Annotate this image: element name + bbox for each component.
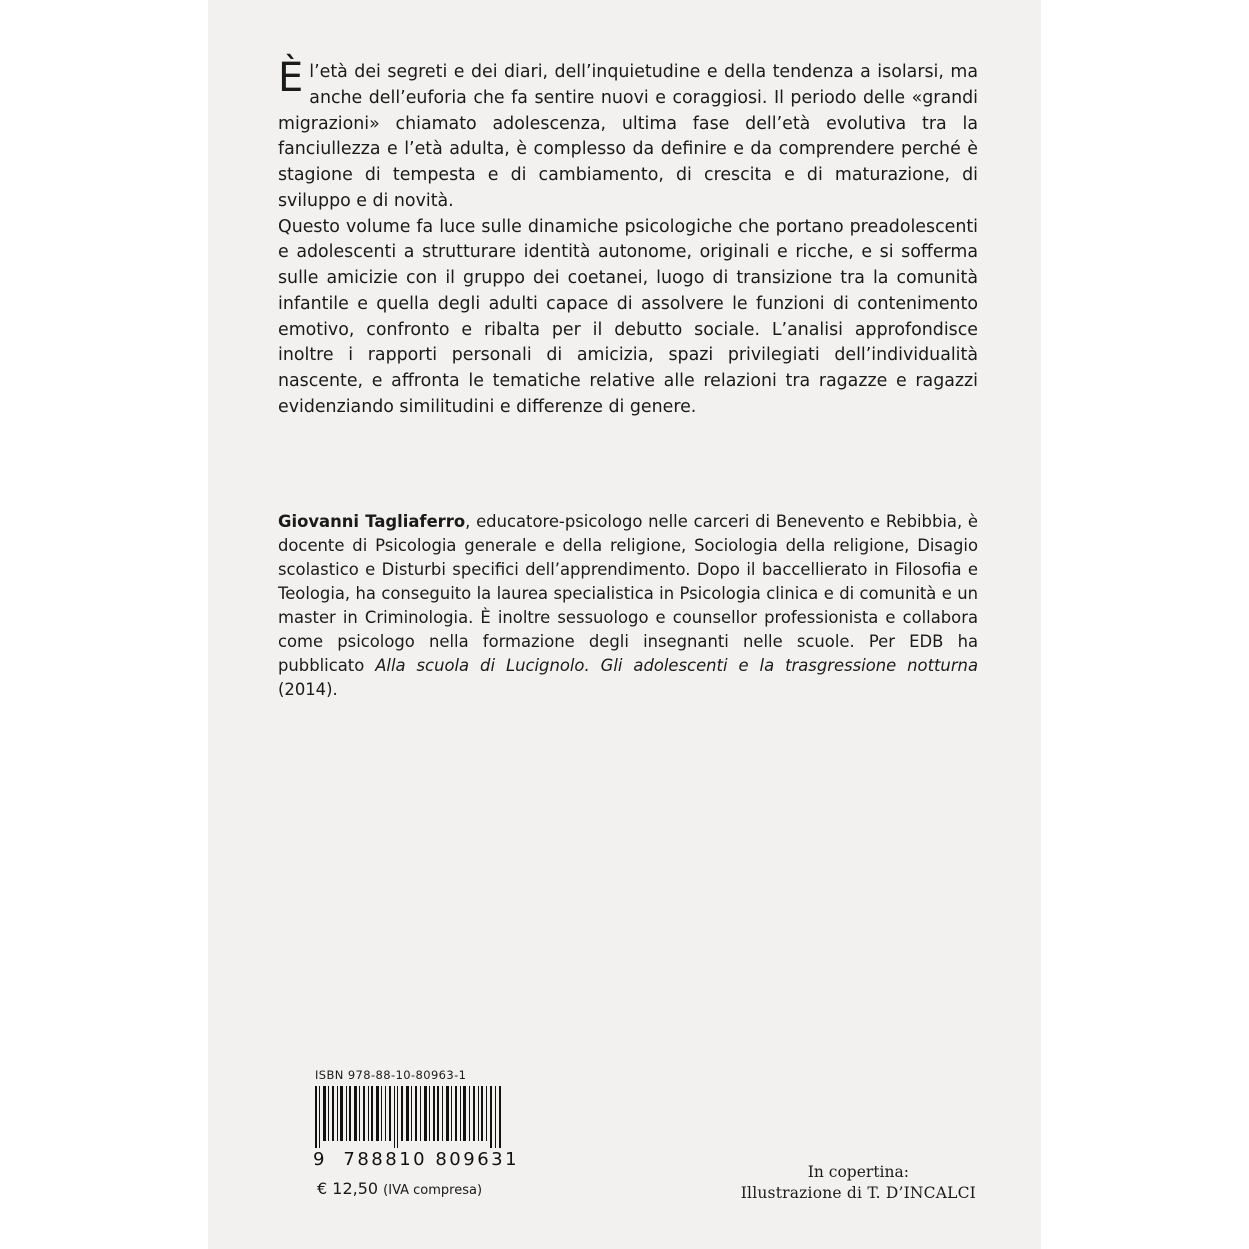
author-name: Giovanni Tagliaferro — [278, 512, 466, 531]
barcode-digit-main: 788810 809631 — [343, 1149, 520, 1170]
blurb-paragraph-2: Questo volume fa luce sulle dinamiche psicologiche che portano preadolescenti e adolescenti a strutturare identità autonome, originali e ricche, e si sofferma sulle amicizie con il gruppo dei coetanei, luogo di transizione tra la comunità infantile e quella degli adulti capace di assolvere le funzioni di contenimento emotivo, confronto e ribalta per il debutto sociale. L’analisi approfondisce inoltre i rapporti personali di amicizia, spazi privilegiati dell’individualità nascente, e affronta le tematiche relative alle relazioni tra ragazze e ragazzi evidenziando similitudini e differenze di genere. — [278, 216, 978, 417]
cover-credit-line-1: In copertina: — [807, 1163, 909, 1182]
cover-panel — [208, 0, 1041, 1249]
bio-text-before-title: , educatore-psicologo nelle carceri di Benevento e Rebibbia, è docente di Psicologia generale e della religione, Sociologia della religione, Disagio scolastico e Disturbi specifici dell’apprendimento. Dopo il baccellierato in Filosofia e Teologia, ha conseguito la laurea specialistica in Psicologia clinica e di comunità e un master in Criminologia. È inoltre sessuologo e counsellor professionista e collabora come psicologo nella formazione degli insegnanti nelle scuole. Per EDB ha pubblicato — [278, 512, 979, 675]
barcode-image — [313, 1086, 505, 1148]
isbn-label: ISBN 978-88-10-80963-1 — [315, 1068, 467, 1082]
drop-cap: È — [278, 55, 304, 101]
price — [317, 1179, 573, 1198]
blurb-paragraph-1 — [278, 55, 978, 215]
author-bio — [278, 510, 978, 702]
blurb-block — [278, 55, 978, 421]
bio-cited-title: Alla scuola di Lucignolo. Gli adolescenti e la trasgressione notturna — [375, 655, 978, 675]
barcode-digits — [313, 1149, 573, 1170]
price-amount: € 12,50 — [317, 1179, 379, 1198]
price-vat-note: (IVA compresa) — [383, 1183, 483, 1198]
barcode-block — [313, 1068, 573, 1198]
barcode-digit-left: 9 — [313, 1149, 327, 1170]
cover-credit-line-2: Illustrazione di T. D’INCALCI — [740, 1184, 976, 1203]
cover-credit — [741, 1162, 976, 1204]
blurb-paragraph-1-text: l’età dei segreti e dei diari, dell’inquietudine e della tendenza a isolarsi, ma anche dell’euforia che fa sentire nuovi e coraggiosi. Il periodo delle «grandi migrazioni» chiamato adolescenza, ultima fase dell’età evolutiva tra la fanciullezza e l’età adulta, è complesso da definire e da comprendere perché è stagione di tempesta e di cambiamento, di crescita e di maturazione, di sviluppo e di novità. — [278, 62, 978, 211]
bio-text-after-title: (2014). — [278, 679, 338, 699]
